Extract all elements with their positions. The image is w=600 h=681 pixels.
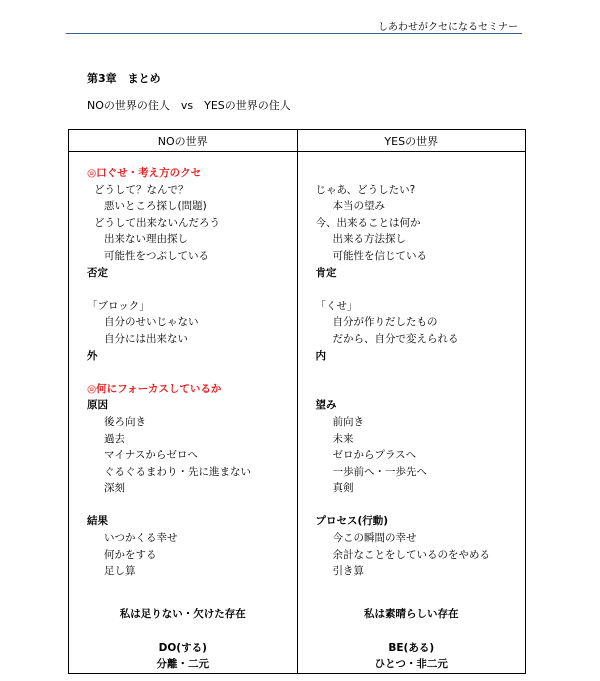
no-line: 後ろ向き [104, 415, 146, 428]
no-line: いつかくる幸せ [104, 532, 178, 545]
no-line: 深刻 [104, 482, 125, 495]
no-line: 可能性をつぶしている [104, 249, 209, 262]
no-line: マイナスからゼロへ [104, 449, 198, 462]
yes-line: 望み [315, 399, 337, 412]
yes-line: 内 [315, 349, 326, 362]
yes-line: 肯定 [315, 266, 337, 279]
no-line: 出来ない理由探し [104, 233, 188, 246]
yes-line: プロセス(行動) [315, 515, 389, 528]
header-title: しあわせがクセになるセミナー [378, 22, 518, 33]
no-line: 足し算 [104, 565, 136, 578]
yes-line: 今、出来ることは何か [315, 216, 421, 229]
no-line: 自分のせいじゃない [104, 316, 199, 329]
no-line: 結果 [87, 515, 108, 528]
no-line: 外 [87, 349, 98, 362]
yes-line: 一歩前へ・一歩先へ [332, 465, 427, 478]
yes-line: だから、自分で変えられる [332, 332, 459, 345]
yes-line: 未来 [332, 432, 354, 445]
no-summary: 分離・二元 [156, 658, 209, 671]
section-habits-heading: ◎口ぐせ・考え方のクセ [87, 167, 202, 179]
no-line: 過去 [104, 432, 125, 445]
yes-line: 「くせ」 [315, 299, 358, 312]
yes-summary: 私は素晴らしい存在 [364, 608, 459, 621]
page-header [66, 14, 522, 34]
no-summary: 私は足りない・欠けた存在 [119, 608, 246, 621]
no-line: 否定 [87, 266, 108, 279]
no-line: 原因 [87, 399, 108, 412]
comparison-table [68, 129, 526, 674]
yes-line: 可能性を信じている [332, 249, 427, 262]
subtitle: NOの世界の住人 vs YESの世界の住人 [87, 99, 291, 112]
no-line: ぐるぐるまわり・先に進まない [104, 465, 251, 478]
no-line: 「ブロック」 [87, 299, 150, 312]
yes-world-column [297, 152, 526, 674]
no-line: 自分には出来ない [104, 332, 188, 345]
no-summary: DO(する) [158, 641, 207, 654]
no-world-column [69, 152, 298, 674]
yes-line: 余計なことをしているのをやめる [332, 548, 490, 561]
section-focus-heading: ◎何にフォーカスしているか [87, 382, 222, 395]
yes-summary: BE(ある) [388, 641, 435, 654]
no-line: 悪いところ探し(問題) [104, 200, 207, 213]
yes-line: じゃあ、どうしたい? [315, 183, 416, 196]
no-line: 何かをする [104, 548, 157, 561]
header-yes-world: YESの世界 [297, 130, 526, 152]
no-line: どうして出来ないんだろう [94, 216, 220, 229]
yes-line: 出来る方法探し [332, 233, 406, 246]
yes-line: 自分が作りだしたもの [332, 316, 438, 329]
yes-line: 真剣 [332, 482, 354, 495]
yes-line: 本当の望み [332, 200, 385, 213]
header-no-world: NOの世界 [69, 130, 298, 152]
yes-summary: ひとつ・非二元 [374, 658, 448, 671]
yes-line: 前向き [332, 415, 364, 428]
chapter-title: 第3章 まとめ [87, 72, 161, 85]
yes-line: 引き算 [332, 565, 364, 578]
no-line: どうして？なんで？ [94, 183, 189, 196]
yes-line: 今この瞬間の幸せ [332, 532, 417, 545]
yes-line: ゼロからプラスへ [332, 449, 417, 462]
